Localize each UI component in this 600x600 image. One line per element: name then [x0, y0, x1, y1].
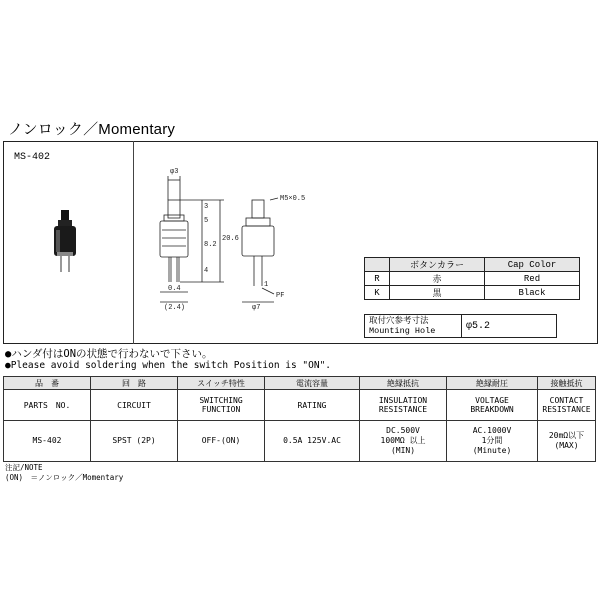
- dimension-drawing: [140, 160, 340, 320]
- dim-label: 5: [204, 217, 209, 225]
- dim-label: φ3: [170, 168, 179, 176]
- dim-label: 20.6: [222, 235, 239, 243]
- spec-header-en: INSULATION RESISTANCE: [360, 390, 447, 421]
- spec-header-jp: 回 路: [91, 377, 178, 390]
- note-jp: ●ハンダ付はONの状態で行わないで下さい。: [5, 348, 213, 360]
- mount-label-jp: 取付穴参考寸法: [369, 316, 429, 326]
- dim-label: M5×0.5: [280, 195, 306, 203]
- cap-color-jp: 黒: [390, 286, 485, 300]
- dim-label: 0.4: [168, 285, 181, 293]
- footer-note-label: 注記/NOTE: [5, 463, 43, 472]
- spec-header-jp: 品 番: [4, 377, 91, 390]
- dim-label: (2.4): [164, 304, 186, 312]
- dim-label: 4: [204, 267, 209, 275]
- spec-header-en: CIRCUIT: [91, 390, 178, 421]
- mount-label-en: Mounting Hole: [369, 326, 436, 336]
- spec-header-en: SWITCHING FUNCTION: [178, 390, 265, 421]
- spec-header-jp: 接触抵抗: [538, 377, 596, 390]
- spec-header-en: CONTACT RESISTANCE: [538, 390, 596, 421]
- note-en: ●Please avoid soldering when the switch Position is "ON".: [5, 360, 332, 371]
- cap-color-en: Black: [485, 286, 580, 300]
- spec-cell: OFF-(ON): [178, 421, 265, 462]
- mounting-hole-table: [364, 314, 557, 338]
- panel-divider: [133, 141, 134, 344]
- cap-color-table: [364, 257, 580, 300]
- page-title: ノンロック／Momentary: [8, 121, 176, 138]
- cap-color-jp: 赤: [390, 272, 485, 286]
- spec-header-jp: 絶縁耐圧: [447, 377, 538, 390]
- spec-header-jp: 絶縁抵抗: [360, 377, 447, 390]
- spec-cell: 0.5A 125V.AC: [265, 421, 360, 462]
- spec-header-jp: 電流容量: [265, 377, 360, 390]
- cap-header-blank: [365, 258, 390, 272]
- spec-cell: AC.1000V 1分間 (Minute): [447, 421, 538, 462]
- footer-note-text: (ON) ＝ノンロック／Momentary: [5, 473, 124, 482]
- spec-cell: MS-402: [4, 421, 91, 462]
- spec-cell: 20mΩ以下 (MAX): [538, 421, 596, 462]
- cap-color-en: Red: [485, 272, 580, 286]
- spec-cell: DC.500V 100MΩ 以上 (MIN): [360, 421, 447, 462]
- spec-header-jp: スイッチ特性: [178, 377, 265, 390]
- cap-header-jp: ボタンカラー: [390, 258, 485, 272]
- spec-table: [3, 376, 596, 462]
- dim-label: PF: [276, 292, 285, 300]
- cap-header-en: Cap Color: [485, 258, 580, 272]
- spec-header-en: RATING: [265, 390, 360, 421]
- spec-header-en: PARTS NO.: [4, 390, 91, 421]
- model-label: MS-402: [14, 152, 51, 163]
- dim-label: φ7: [252, 304, 261, 312]
- dim-label: 8.2: [204, 241, 217, 249]
- dim-label: 3: [204, 203, 209, 211]
- cap-code: R: [365, 272, 390, 286]
- spec-header-en: VOLTAGE BREAKDOWN: [447, 390, 538, 421]
- dim-label: 1: [264, 281, 269, 289]
- spec-cell: SPST (2P): [91, 421, 178, 462]
- cap-code: K: [365, 286, 390, 300]
- switch-photo: [48, 208, 82, 274]
- mount-value: φ5.2: [462, 315, 557, 338]
